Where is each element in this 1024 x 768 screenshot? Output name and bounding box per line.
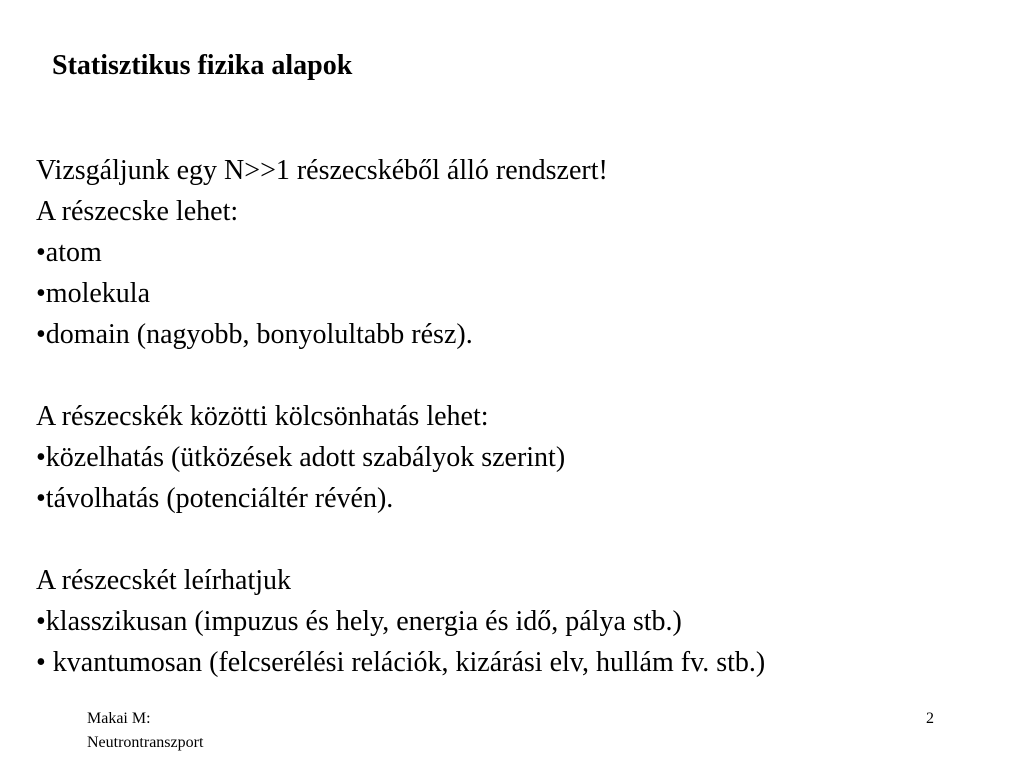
slide-body (36, 150, 765, 683)
footer-author: Makai M: (87, 710, 151, 727)
body-line-description-heading: A részecskét leírhatjuk (36, 565, 292, 596)
bullet-molecule: •molekula (36, 278, 150, 309)
body-line-interaction-heading: A részecskék közötti kölcsönhatás lehet: (36, 401, 489, 432)
slide-title: Statisztikus fizika alapok (52, 50, 353, 81)
bullet-domain: •domain (nagyobb, bonyolultabb rész). (36, 319, 473, 350)
bullet-short-range: •közelhatás (ütközések adott szabályok szerint) (36, 442, 566, 473)
bullet-classical: •klasszikusan (impuzus és hely, energia és idő, pálya stb.) (36, 606, 682, 637)
page-number: 2 (926, 710, 934, 727)
blank-line (36, 355, 765, 396)
footer-credit (87, 707, 203, 755)
body-line-particle-heading: A részecske lehet: (36, 196, 239, 227)
bullet-quantum: • kvantumosan (felcserélési relációk, kizárási elv, hullám fv. stb.) (36, 647, 766, 678)
body-line-intro: Vizsgáljunk egy N>>1 részecskéből álló rendszert! (36, 155, 608, 186)
bullet-atom: •atom (36, 237, 102, 268)
bullet-long-range: •távolhatás (potenciáltér révén). (36, 483, 394, 514)
footer-course: Neutrontranszport (87, 734, 204, 751)
blank-line (36, 519, 765, 560)
